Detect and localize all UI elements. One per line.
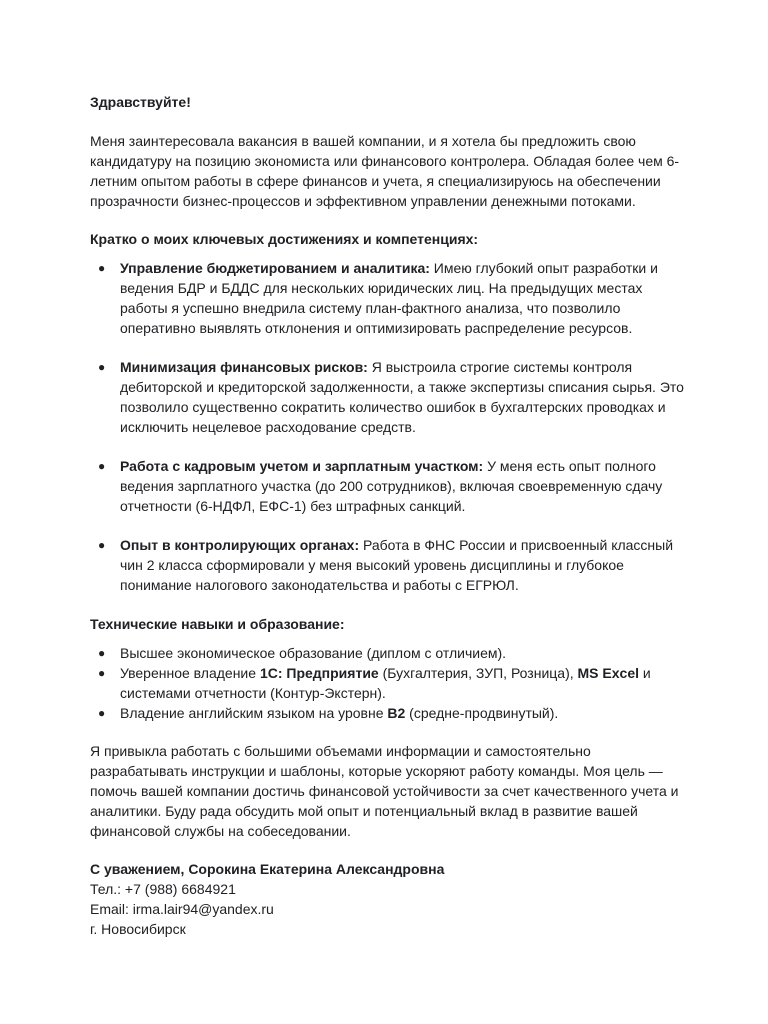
skills-list [90, 643, 690, 723]
bullet-icon: ● [98, 459, 106, 473]
intro-paragraph: Меня заинтересовала вакансия в вашей компании, и я хотела бы предложить свою кандидатуру на позицию экономиста или финансового контролера. Обладая более чем 6-летним опытом работы в сфере финансов и учета, я специализируюсь на обеспечении прозрачности бизнес-процессов и эффективном управлении денежными потоками. [90, 133, 680, 209]
contact-email: Email: irma.lair94@yandex.ru [90, 901, 274, 917]
achievement-title: Минимизация финансовых рисков: [120, 359, 368, 375]
achievement-title: Управление бюджетированием и аналитика: [120, 260, 430, 276]
achievement-text: У меня есть опыт полного ведения зарплатного участка (до 200 сотрудников), включая своевременную сдачу отчетности (6-НДФЛ, ЕФС-1) без штрафных санкций. [120, 458, 663, 514]
achievement-text: Имею глубокий опыт разработки и ведения БДР и БДДС для нескольких юридических лиц. На предыдущих местах работы я успешно внедрила систему план-фактного анализа, что позволило оперативно выявлять отклонения и оптимизировать распределение ресурсов. [120, 260, 658, 336]
bullet-icon: ● [98, 706, 106, 720]
bullet-icon: ● [98, 666, 106, 680]
skill-software-prefix: Уверенное владение [120, 665, 260, 681]
list-item [90, 703, 690, 723]
signature-name: С уважением, Сорокина Екатерина Александровна [90, 861, 445, 877]
greeting: Здравствуйте! [90, 94, 191, 110]
contact-city: г. Новосибирск [90, 921, 186, 937]
list-item [90, 456, 690, 516]
bullet-icon: ● [98, 261, 106, 275]
skill-1c: 1С: Предприятие [259, 665, 379, 681]
skill-english-prefix: Владение английским языком на уровне [120, 705, 388, 721]
list-item [90, 357, 690, 437]
closing-paragraph: Я привыкла работать с большими объемами информации и самостоятельно разрабатывать инструкции и шаблоны, которые ускоряют работу команды. Моя цель — помочь вашей компании достичь финансовой устойчивости за счет качественного учета и аналитики. Буду рада обсудить мой опыт и потенциальный вклад в развитие вашей финансовой службы на собеседовании. [90, 743, 679, 839]
bullet-icon: ● [98, 646, 106, 660]
achievements-title: Кратко о моих ключевых достижениях и компетенциях: [90, 231, 479, 247]
skill-education: Высшее экономическое образование (диплом с отличием). [120, 645, 507, 661]
contact-phone: Тел.: +7 (988) 6684921 [90, 881, 236, 897]
achievements-list [90, 258, 690, 595]
skill-software-mid: (Бухгалтерия, ЗУП, Розница), [378, 665, 578, 681]
signature-block [90, 859, 690, 939]
list-item [90, 663, 690, 703]
achievement-title: Опыт в контролирующих органах: [120, 537, 360, 553]
achievement-text: Работа в ФНС России и присвоенный классный чин 2 класса сформировали у меня высокий уровень дисциплины и глубокое понимание налогового законодательства и работы с ЕГРЮЛ. [120, 537, 674, 593]
skill-english-suffix: (средне-продвинутый). [405, 705, 559, 721]
cover-letter [90, 92, 690, 939]
achievement-title: Работа с кадровым учетом и зарплатным участком: [120, 458, 484, 474]
list-item [90, 535, 690, 595]
skills-title: Технические навыки и образование: [90, 616, 345, 632]
list-item [90, 258, 690, 338]
skill-english-level: B2 [387, 705, 406, 721]
bullet-icon: ● [98, 360, 106, 374]
achievement-text: Я выстроила строгие системы контроля дебиторской и кредиторской задолженности, а также экспертизы списания сырья. Это позволило существенно сократить количество ошибок в бухгалтерских проводках и исключить нецелевое расходование средств. [120, 359, 684, 435]
skill-excel: MS Excel [577, 665, 639, 681]
bullet-icon: ● [98, 538, 106, 552]
skill-software-suffix: и системами отчетности (Контур-Экстерн). [120, 665, 651, 701]
list-item [90, 643, 690, 663]
